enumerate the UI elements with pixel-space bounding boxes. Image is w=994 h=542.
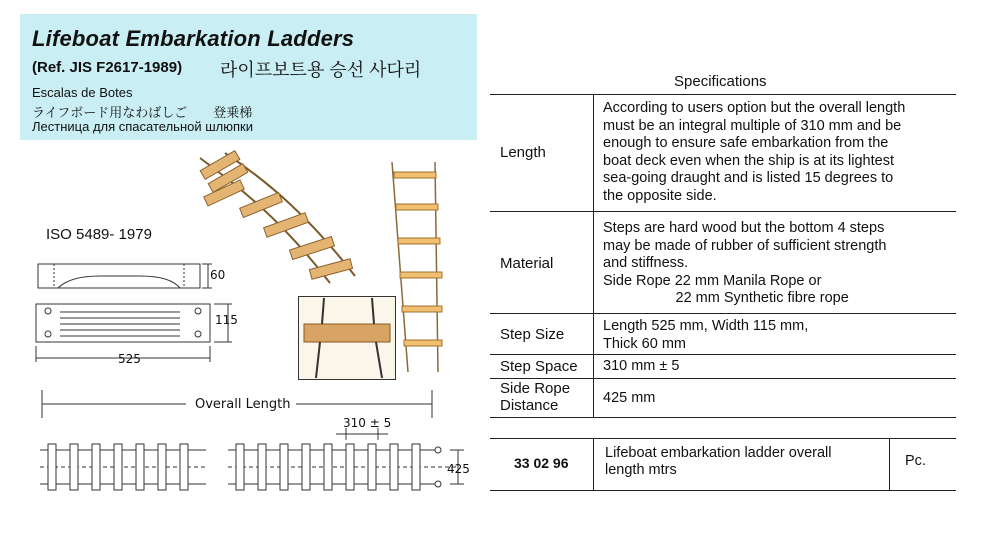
thickness-dimension: 60 — [210, 268, 226, 282]
table-rule — [490, 417, 956, 418]
product-rule — [490, 490, 956, 491]
spec-value-material: Steps are hard wood but the bottom 4 steps may be made of rubber of sufficient strength and stiffness. Side Rope 22 mm Manila Rope or 22 mm Synthetic fibre rope — [603, 220, 887, 306]
iso-standard: ISO 5489- 1979 — [46, 226, 152, 243]
russian-title: Лестница для спасательной шлюпки — [32, 119, 253, 134]
width-dimension: 115 — [215, 313, 238, 327]
table-divider — [593, 94, 594, 417]
spec-label-material: Material — [500, 255, 554, 272]
spec-label-step-size: Step Size — [500, 326, 565, 343]
product-divider — [889, 438, 890, 490]
table-rule — [490, 378, 956, 379]
reference-standard: (Ref. JIS F2617-1989) — [32, 59, 183, 76]
product-rule — [490, 438, 956, 439]
spec-label-step-space: Step Space — [500, 358, 578, 375]
spec-label-length: Length — [500, 144, 546, 161]
side-distance-dimension: 425 — [447, 462, 470, 476]
product-code: 33 02 96 — [514, 455, 569, 471]
specifications-heading: Specifications — [674, 73, 767, 90]
product-unit: Pc. — [905, 453, 926, 469]
spec-label-side-rope-distance: Side Rope Distance — [500, 380, 571, 414]
overall-length-label: Overall Length — [195, 397, 291, 412]
spec-value-step-space: 310 mm ± 5 — [603, 358, 680, 374]
korean-title: 라이프보트용 승선 사다리 — [220, 60, 422, 80]
table-rule — [490, 354, 956, 355]
japanese-title: ライフボード用なわばしご 登乗梯 — [32, 105, 253, 120]
page-title: Lifeboat Embarkation Ladders — [32, 26, 355, 51]
step-space-dimension: 310 ± 5 — [343, 416, 392, 430]
table-rule — [490, 313, 956, 314]
spec-value-side-rope-distance: 425 mm — [603, 390, 656, 406]
title-panel — [20, 14, 477, 140]
spec-value-length: According to users option but the overall length must be an integral multiple of 310 mm and be enough to ensure safe embarkation from the boat deck even when the ship is at its lightest sea-going draught and is listed 15 degrees to the opposite side. — [603, 100, 906, 204]
spanish-title: Escalas de Botes — [32, 85, 133, 100]
step-side-view-drawing — [30, 258, 230, 294]
product-description: Lifeboat embarkation ladder overall length mtrs — [605, 445, 832, 478]
product-divider — [593, 438, 594, 490]
spec-value-step-size: Length 525 mm, Width 115 mm, Thick 60 mm — [603, 318, 809, 352]
table-rule — [490, 94, 956, 95]
ladder-photo-detail — [298, 296, 396, 380]
length-dimension: 525 — [118, 352, 141, 366]
step-top-view-drawing — [30, 300, 250, 380]
table-rule — [490, 211, 956, 212]
